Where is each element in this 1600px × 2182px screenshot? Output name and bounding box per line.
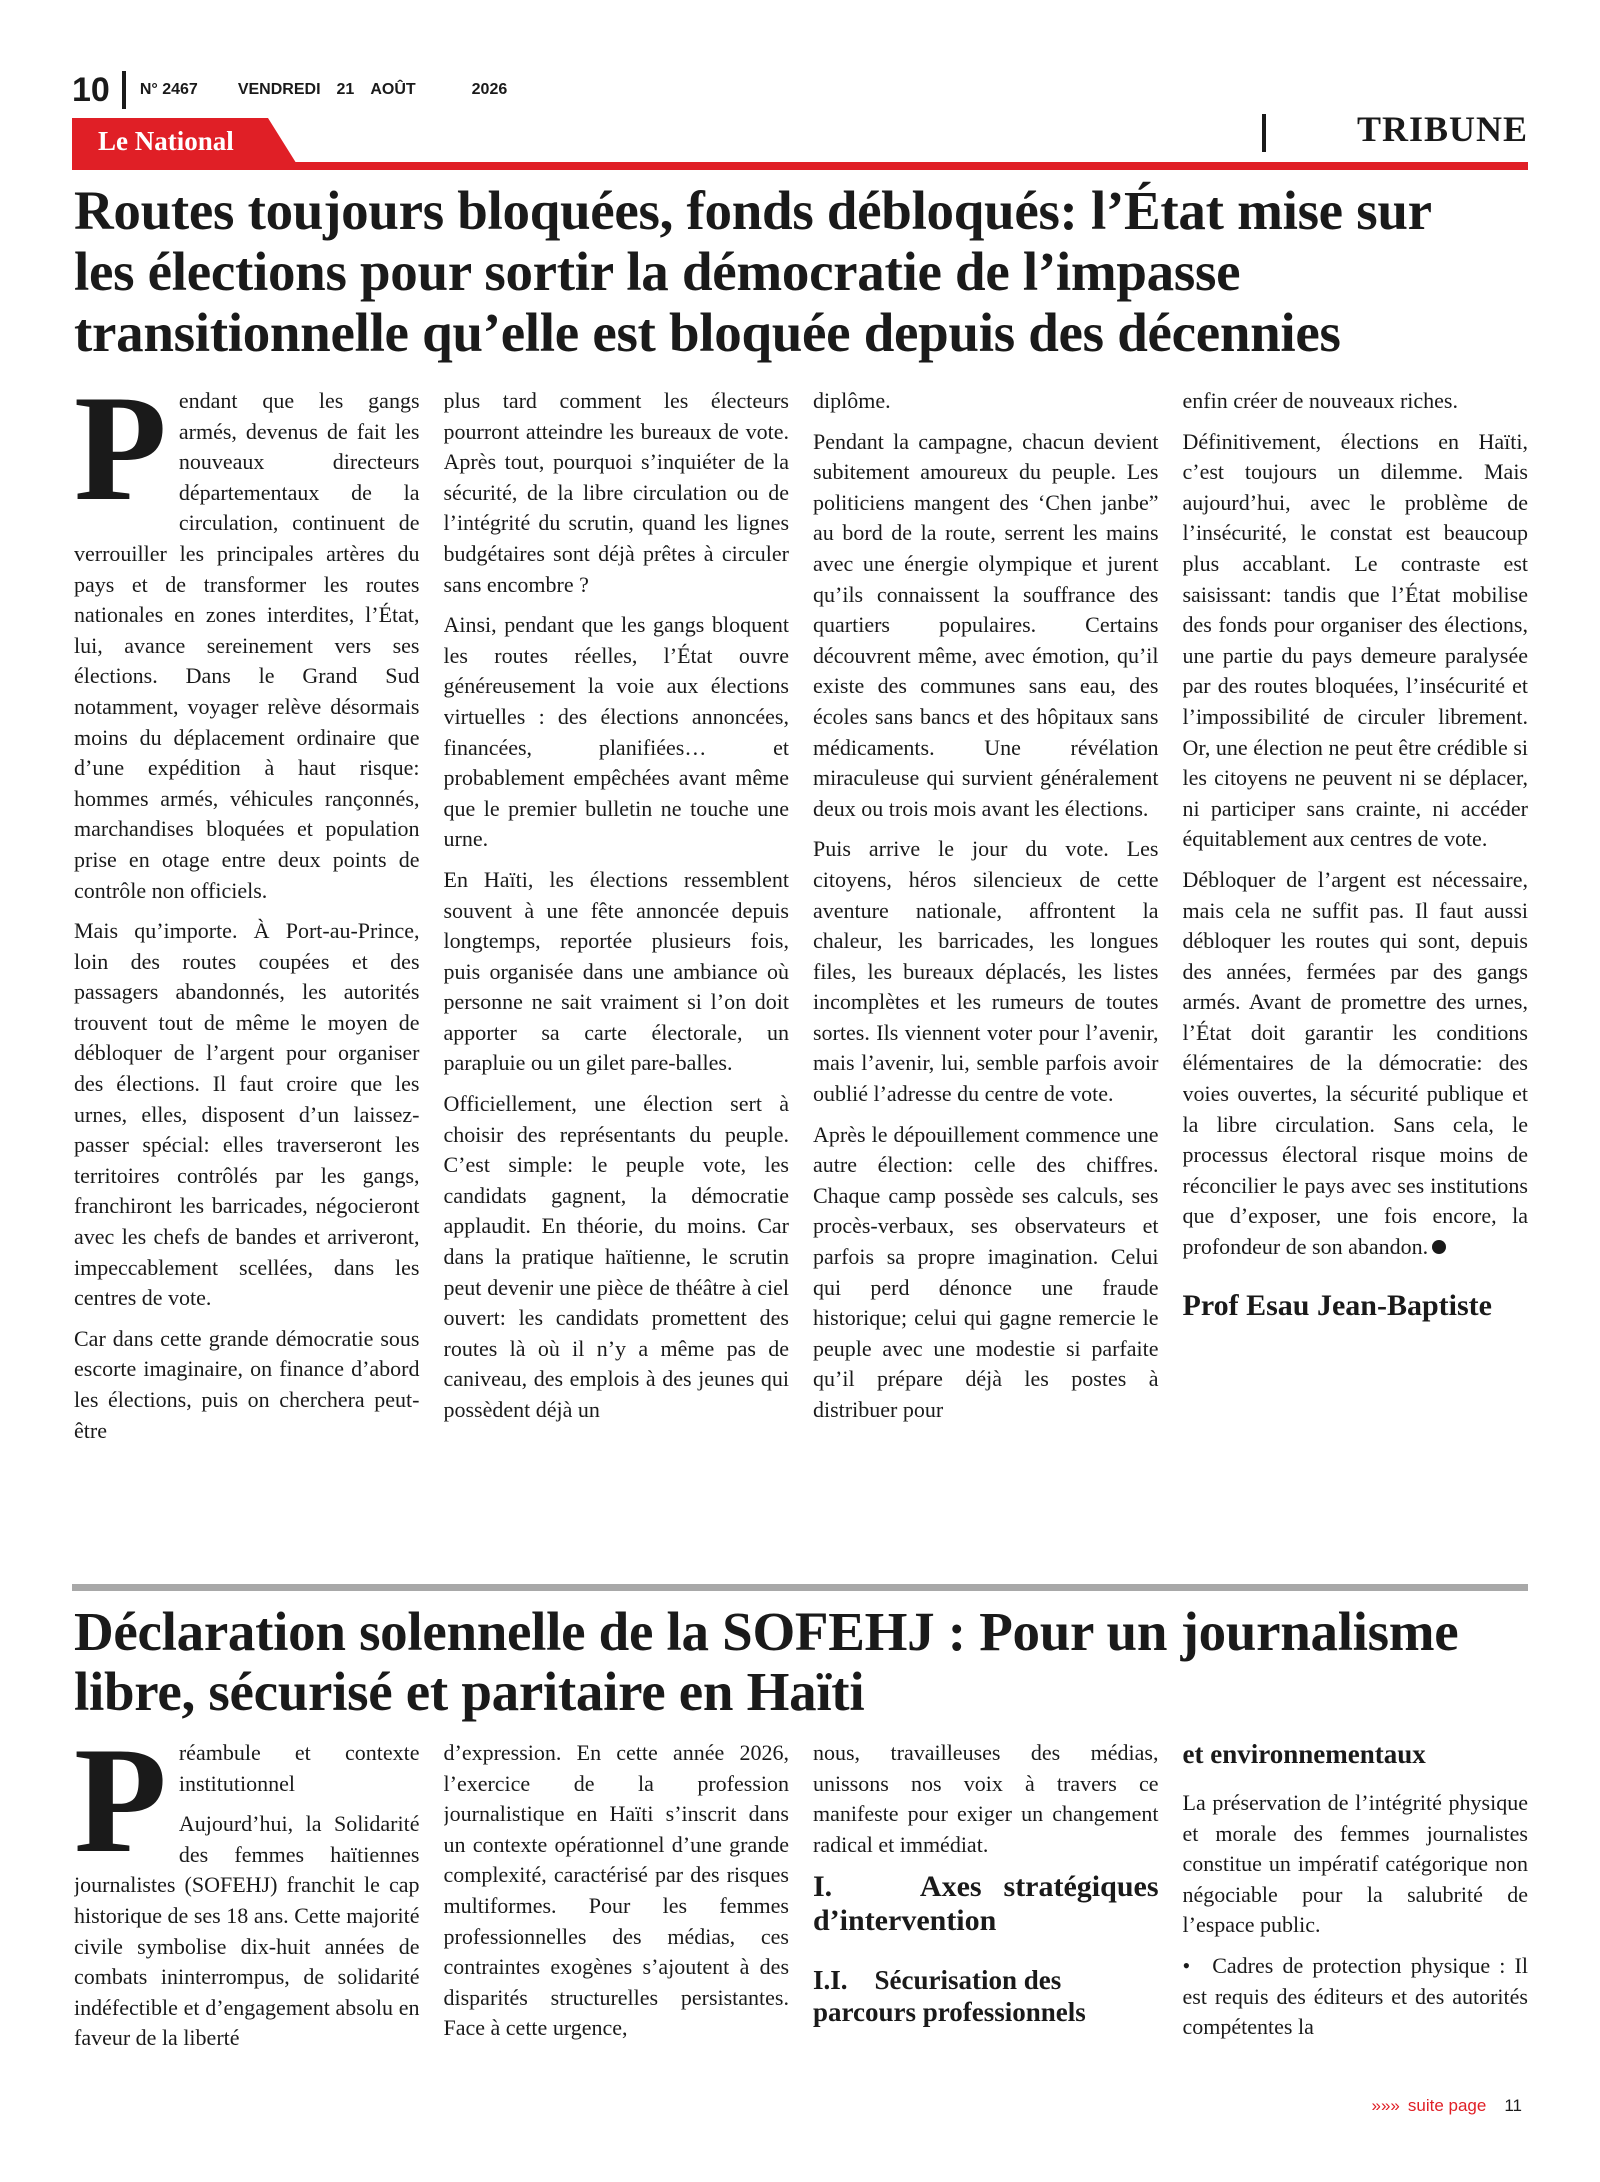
article1-paragraph: [1183, 865, 1529, 1263]
article2-column-4: [1183, 1738, 1529, 2090]
issue-date: 21: [336, 81, 355, 98]
bullet-text: Cadres de protection physique : Il est requis des éditeurs et des autorités compétentes la: [1182, 1952, 1528, 2040]
article1-column-4: [1183, 386, 1529, 1566]
continuation-arrows-icon: »»»: [1371, 2096, 1400, 2115]
issue-number: N° 2467: [139, 81, 198, 98]
issue-day: VENDREDI: [237, 81, 321, 98]
continuation-label: suite page: [1407, 2096, 1487, 2115]
paragraph-text: endant que les gangs armés, devenus de fait les nouveaux directeurs départementaux de la circulation, continuent de verrouiller les principales artères du pays et de transformer les routes nationales en zones interdites, l’État, lui, avance sereinement vers ses élections. Dans le Grand Sud notamment, voyager relève désormais moins du déplacement ordinaire que d’une expédition à haut risque: hommes armés, véhicules rançonnés, marchandises bloquées et population prise en otage entre deux points de contrôle non officiels.: [74, 388, 420, 903]
masthead-divider: [122, 71, 126, 109]
continuation-page-number: 11: [1504, 2096, 1522, 2115]
article1-paragraph: plus tard comment les électeurs pourront atteindre les bureaux de vote. Après tout, pourquoi s’inquiéter de la sécurité, de la libre circulation ou de l’intégrité du scrutin, quand les lignes budgétaires sont déjà prêtes à circuler sans encombre ?: [443, 388, 789, 597]
article2-paragraph: La préservation de l’intégrité physique et morale des femmes journalistes constitue un impératif catégorique non négociable pour la salubrité de l’espace public.: [1182, 1790, 1528, 1938]
paragraph-text: réambule et contexte institutionnel: [178, 1740, 420, 1796]
paragraph-text: Débloquer de l’argent est nécessaire, mais cela ne suffit pas. Il faut aussi débloquer les routes qui sont, depuis des années, fermées par des gangs armés. Avant de promettre des urnes, l’État doit garantir les conditions élémentaires de la démocratie: des voies ouvertes, la sécurité publique et la libre circulation. Sans cela, le processus électoral risque moins de réconcilier le pays avec ses institutions que d’exposer, une fois encore, la profondeur de son abandon.: [1182, 866, 1528, 1260]
article1-paragraph: Pendant la campagne, chacun devient subitement amoureux du peuple. Les politiciens mangent des ‘Chen janbe” au bord de la route, serrent les mains avec une énergie olympique et jurent qu’ils connaissent la souffrance des quartiers populaires. Certains découvrent même, avec émotion, qu’il existe des communes sans eau, des écoles sans bancs et des hôpitaux sans médicaments. Une révélation miraculeuse qui survient généralement deux ou trois mois avant les élections.: [813, 428, 1159, 821]
article1-paragraph: diplôme.: [813, 388, 891, 413]
article1-paragraph: Après le dépouillement commence une autre élection: celle des chiffres. Chaque camp possède ses calculs, ses procès-verbaux, ses observateurs et parfois sa propre imagination. Celui qui perd dénonce une fraude historique; celui qui gagne remercie le peuple avec une modestie si parfaite qu’il prépare déjà les postes à distribuer pour: [813, 1121, 1159, 1422]
article2-paragraph: d’expression. En cette année 2026, l’exercice de la profession journalistique en Haïti s’inscrit dans un contexte opérationnel d’une grande complexité, caractérisé par des risques multiformes. Pour les femmes professionnelles des médias, ces contraintes exogènes s’ajoutent à des disparités structurelles persistantes. Face à cette urgence,: [443, 1740, 789, 2041]
section-heading-axes: I. Axes stratégiques d’intervention: [813, 1870, 1159, 1938]
article1-paragraph: enfin créer de nouveaux riches.: [1182, 388, 1458, 413]
article1-paragraph: Mais qu’importe. À Port-au-Prince, loin des routes coupées et des passagers abandonnés, les autorités trouvent tout de même le moyen de débloquer de l’argent pour organiser des élections. Il faut croire que les urnes, elles, disposent d’un laissez-passer spécial: elles traverseront les territoires contrôlés par les gangs, franchiront les barricades, négocieront avec les chefs de bandes et arriveront, impeccablement scellées, dans les centres de vote.: [74, 918, 420, 1311]
issue-year: 2026: [471, 81, 508, 98]
article1-paragraph: [74, 386, 420, 906]
article1-column-3: [813, 386, 1159, 1566]
section-name: TRIBUNE: [1356, 109, 1528, 149]
bullet-icon: •: [1182, 1952, 1191, 1978]
author-byline: Prof Esau Jean-Baptiste: [1182, 1288, 1492, 1322]
article2-paragraph: nous, travailleuses des médias, unissons nos voix à travers ce manifeste pour exiger un changement radical et immédiat.: [813, 1740, 1159, 1857]
brand-tab: [72, 118, 298, 166]
article2-headline: Déclaration solennelle de la SOFEHJ : Pour un journalisme libre, sécurisé et paritaire en Haïti: [74, 1601, 1459, 1722]
masthead-line: [72, 68, 507, 112]
dropcap: P: [74, 386, 167, 532]
page-number: 10: [72, 70, 110, 109]
article1-body: [74, 386, 1528, 1566]
brand-name: Le National: [98, 126, 234, 156]
article1-paragraph: En Haïti, les élections ressemblent souvent à une fête annoncée depuis longtemps, reportée plusieurs fois, puis organisée dans une ambiance où personne ne sait vraiment si l’on doit apporter sa carte électorale, un parapluie ou un gilet pare-balles.: [443, 866, 789, 1076]
continuation-link[interactable]: [1372, 2096, 1522, 2116]
article1-column-1: [74, 386, 420, 1566]
section-heading-continued: et environnementaux: [1182, 1739, 1426, 1769]
article2-paragraph: [74, 1738, 420, 1884]
article1-headline: Routes toujours bloquées, fonds débloqués: l’État mise sur les élections pour sortir la démocratie de l’impasse transitionnelle qu’elle est bloquée depuis des décennies: [74, 180, 1431, 363]
article1-column-2: [444, 386, 790, 1566]
article2-column-3: [813, 1738, 1159, 2090]
article1-paragraph: Ainsi, pendant que les gangs bloquent les routes réelles, l’État ouvre généreusement la voie aux élections virtuelles : des élections annoncées, financées, planifiées… et probablement empêchées avant même que le premier bulletin ne touche une urne.: [443, 612, 789, 852]
article1-paragraph: Officiellement, une élection sert à choisir des représentants du peuple. C’est simple: le peuple vote, les candidats gagnent, la démocratie applaudit. En théorie, du moins. Car dans la pratique haïtienne, le scrutin peut devenir une pièce de théâtre à ciel ouvert: les candidats promettent des routes là où il n’y a même pas de caniveau, des emplois à des jeunes qui possèdent déjà un: [443, 1091, 789, 1422]
section-divider: [1262, 114, 1266, 152]
article2-body: [74, 1738, 1528, 2090]
article-separator-rule: [72, 1584, 1528, 1591]
article1-paragraph: Définitivement, élections en Haïti, c’est toujours un dilemme. Mais aujourd’hui, avec le problème de l’insécurité, le constat est beaucoup plus accablant. Le contraste est saisissant: tandis que l’État mobilise des fonds pour organiser des élections, une partie du pays demeure paralysée par des routes bloquées, l’insécurité et l’impossibilité de circuler librement. Or, une élection ne peut être crédible si les citoyens ne peuvent ni se déplacer, ni participer sans crainte, ni accéder équitablement aux centres de vote.: [1182, 428, 1528, 852]
article1-paragraph: Car dans cette grande démocratie sous escorte imaginaire, on finance d’abord les élections, puis on cherchera peut-être: [74, 1325, 420, 1443]
header-red-rule: [72, 162, 1528, 170]
end-mark-icon: [1432, 1240, 1446, 1254]
article2-paragraph: Aujourd’hui, la Solidarité des femmes haïtiennes journalistes (SOFEHJ) franchit le cap historique de ses 18 ans. Cette majorité civile symbolise dix-huit années de combats ininterrompus, de solidarité indéfectible et d’engagement absolu en faveur de la liberté: [74, 1811, 420, 2051]
section-heading-securisation: I.I. Sécurisation des parcours professionnels: [813, 1965, 1086, 2028]
article2-column-2: [444, 1738, 790, 2090]
article2-column-1: [74, 1738, 420, 2090]
issue-month: AOÛT: [370, 81, 416, 98]
dropcap: P: [74, 1738, 167, 1884]
article1-paragraph: Puis arrive le jour du vote. Les citoyens, héros silencieux de cette aventure nationale, affrontent la chaleur, les barricades, les longues files, les bureaux déplacés, les listes incomplètes et les rumeurs de toutes sortes. Ils viennent voter pour l’avenir, mais l’avenir, lui, semble parfois avoir oublié l’adresse du centre de vote.: [813, 836, 1159, 1107]
bullet-item: [1183, 1951, 1529, 2043]
